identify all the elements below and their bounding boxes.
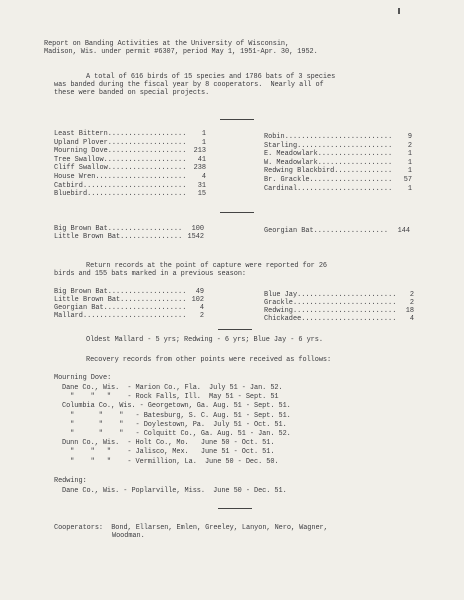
item-count: 1: [201, 138, 206, 147]
recovery-intro-line: Recovery records from other points were received as follows:: [86, 356, 332, 364]
list-row: [264, 159, 412, 167]
item-name: Little Brown Bat: [54, 233, 121, 241]
item-name: Redwing Blackbird: [264, 167, 335, 176]
item-name: Least Bittern: [54, 130, 108, 138]
list-row: [264, 307, 414, 315]
dot-leader: ...................: [107, 138, 187, 147]
list-row: [54, 156, 206, 164]
item-count: 1542: [187, 233, 204, 241]
item-name: Cardinal: [264, 184, 298, 193]
list-row: [54, 139, 206, 147]
list-row: [54, 296, 204, 304]
dot-leader: ...................: [107, 164, 187, 173]
mourning-dove-heading: Mourning Dove:: [54, 374, 112, 382]
oldest-records-line: Oldest Mallard - 5 yrs; Redwing - 6 yrs; Blue Jay - 6 yrs.: [86, 336, 323, 344]
item-count: 238: [193, 164, 206, 173]
report-title-line-2: Madison, Wis. under permit #6307, period May 1, 1951-Apr. 30, 1952.: [44, 48, 318, 56]
dot-leader: ..................: [317, 158, 393, 167]
item-name: Georgian Bat: [54, 304, 104, 312]
dot-leader: ..................: [313, 227, 389, 235]
list-row: [264, 133, 412, 141]
item-name: E. Meadowlark: [264, 150, 318, 159]
item-count: 9: [407, 133, 412, 141]
item-name: Big Brown Bat: [54, 288, 108, 296]
dot-leader: ..................: [317, 150, 393, 159]
item-name: Mallard: [54, 312, 83, 320]
item-count: 41: [197, 155, 206, 164]
dot-leader: .........................: [292, 299, 397, 307]
dot-leader: ....................: [103, 304, 187, 312]
item-count: 2: [199, 312, 204, 320]
item-count: 100: [191, 225, 204, 233]
list-row: [54, 312, 204, 320]
recovery-line: " " " - Rock Falls, Ill. May 51 - Sept. 51: [62, 393, 279, 402]
bat-row: [264, 227, 410, 235]
item-name: Georgian Bat: [264, 227, 314, 235]
list-row: [54, 147, 206, 155]
recovery-line: " " " - Colquitt Co., Ga. Aug. 51 - Jan. 52.: [62, 430, 291, 438]
redwing-heading: Redwing:: [54, 477, 87, 485]
recovery-line: Dane Co., Wis. - Marion Co., Fla. July 51 - Jan. 52.: [62, 384, 283, 392]
dot-leader: .......................: [301, 315, 397, 323]
item-name: Redwing: [264, 307, 293, 315]
item-count: 2: [409, 291, 414, 299]
returns-intro-line-2: birds and 155 bats marked in a previous season:: [54, 270, 246, 278]
dot-leader: .........................: [292, 307, 397, 315]
item-name: Blue Jay: [264, 291, 298, 299]
cooperators-line-2: Woodman.: [112, 532, 145, 540]
dot-leader: .......................: [297, 141, 393, 150]
item-name: Bluebird: [54, 190, 88, 199]
item-count: 1: [407, 167, 412, 176]
summary-line-2: was banded during the fiscal year by 8 cooperators. Nearly all of: [54, 81, 324, 89]
list-row: [54, 173, 206, 181]
item-name: House Wren: [54, 173, 96, 181]
item-name: Cliff Swallow: [54, 164, 108, 173]
redwing-recovery-line: Dane Co., Wis. - Poplarville, Miss. June 50 - Dec. 51.: [62, 487, 287, 495]
item-count: 31: [197, 181, 206, 190]
list-row: [264, 167, 412, 175]
dot-leader: ...................: [107, 130, 187, 138]
list-row: [264, 142, 412, 150]
dot-leader: ...................: [107, 147, 187, 156]
item-count: 1: [407, 150, 412, 159]
item-count: 49: [195, 288, 204, 296]
summary-line-3: these were banded on special projects.: [54, 89, 210, 97]
recovery-line: " " " - Jalisco, Mex. June 51 - Oct. 51.: [62, 448, 275, 457]
dot-leader: ......................: [95, 173, 187, 181]
list-row: [54, 304, 204, 312]
dot-leader: ...................: [107, 288, 187, 296]
dot-leader: ................: [120, 296, 187, 304]
list-row: [264, 150, 412, 158]
item-count: 1: [201, 130, 206, 138]
list-row: [54, 164, 206, 172]
item-count: 1: [407, 184, 412, 193]
recovery-line: " " " - Batesburg, S. C. Aug. 51 - Sept. 51.: [62, 411, 291, 420]
recovery-line: " " " - Doylestown, Pa. July 51 - Oct. 51.: [62, 420, 287, 429]
dot-leader: ........................: [87, 190, 187, 199]
section-divider: [218, 329, 252, 330]
returns-intro-line-1: Return records at the point of capture were reported for 26: [86, 262, 328, 270]
dot-leader: ...............: [120, 233, 183, 241]
list-row: [54, 190, 206, 198]
cooperators-line-1: Cooperators: Bond, Ellarsen, Emlen, Greeley, Lanyon, Nero, Wagner,: [54, 524, 328, 532]
list-row: [54, 288, 204, 296]
item-count: 144: [397, 227, 410, 235]
bat-row: [54, 225, 204, 233]
section-divider: [218, 508, 252, 509]
list-row: [264, 185, 412, 193]
item-count: 18: [405, 307, 414, 315]
item-name: Mourning Dove: [54, 147, 108, 156]
bat-row: [54, 233, 204, 241]
dot-leader: ..............: [334, 167, 393, 176]
dot-leader: .........................: [82, 312, 187, 320]
dot-leader: ....................: [309, 176, 393, 184]
item-name: Big Brown Bat: [54, 225, 108, 233]
item-count: 2: [407, 141, 412, 150]
recovery-line: Columbia Co., Wis. - Georgetown, Ga. Aug. 51 - Sept. 51.: [62, 402, 291, 411]
item-name: Grackle: [264, 299, 293, 307]
dot-leader: ..................: [107, 225, 183, 233]
list-row: [264, 291, 414, 299]
list-row: [264, 176, 412, 184]
dot-leader: .........................: [82, 181, 187, 190]
item-name: Starling: [264, 141, 298, 150]
item-count: 4: [201, 173, 206, 181]
item-count: 4: [409, 315, 414, 323]
item-name: Chickadee: [264, 315, 302, 323]
report-title-line-1: Report on Banding Activities at the University of Wisconsin,: [44, 40, 290, 48]
item-count: 57: [403, 176, 412, 184]
item-name: Robin: [264, 133, 285, 141]
item-name: Tree Swallow: [54, 155, 104, 164]
item-count: 15: [197, 190, 206, 199]
dot-leader: ..........................: [284, 133, 393, 141]
list-row: [54, 130, 206, 138]
section-divider: [220, 119, 254, 120]
item-name: W. Meadowlark: [264, 158, 318, 167]
item-count: 4: [199, 304, 204, 312]
item-count: 102: [191, 296, 204, 304]
pencil-mark: [398, 8, 400, 14]
summary-line-1: A total of 616 birds of 15 species and 1786 bats of 3 species: [86, 73, 336, 81]
item-name: Catbird: [54, 181, 83, 190]
recovery-line: Dunn Co., Wis. - Holt Co., Mo. June 50 - Oct. 51.: [62, 439, 275, 448]
item-count: 213: [193, 147, 206, 156]
list-row: [264, 299, 414, 307]
item-name: Upland Plover: [54, 138, 108, 147]
section-divider: [220, 212, 254, 213]
dot-leader: ....................: [103, 155, 187, 164]
list-row: [54, 182, 206, 190]
item-count: 2: [409, 299, 414, 307]
item-name: Br. Grackle: [264, 176, 310, 184]
dot-leader: ........................: [297, 291, 397, 299]
dot-leader: .......................: [297, 184, 393, 193]
item-name: Little Brown Bat: [54, 296, 121, 304]
list-row: [264, 315, 414, 323]
item-count: 1: [407, 158, 412, 167]
recovery-line: " " " - Vermillion, La. June 50 - Dec. 50.: [62, 457, 279, 466]
